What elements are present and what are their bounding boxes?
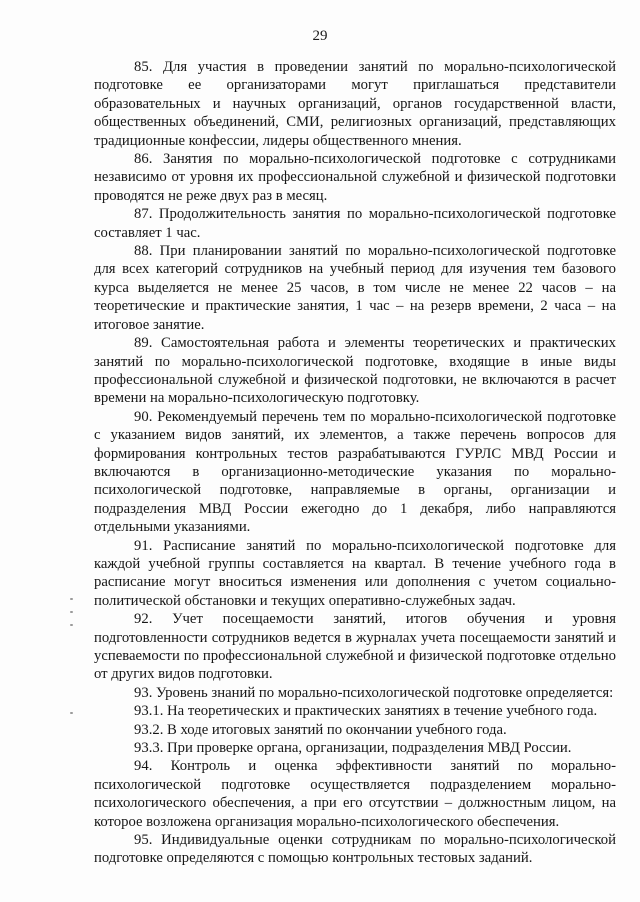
paragraph-89: 89. Самостоятельная работа и элементы теоретических и практических занятий по морально-психологической подготовке, входящие в иные виды профессиональной служебной и физической подготовки, не включаются в расчет времени на морально-психологическую подготовку. <box>94 335 616 407</box>
paragraph-90: 90. Рекомендуемый перечень тем по морально-психологической подготовке с указанием видов занятий, их элементов, а также перечень вопросов для формирования контрольных тестов разрабатываются ГУРЛС МВД России и включаются в организационно-методические указания по морально-психологической подготовке, направляемые в органы, организации и подразделения МВД России ежегодно до 1 декабря, либо направляются отдельными указаниями. <box>94 408 616 536</box>
scan-speck <box>70 598 73 600</box>
paragraph-87: 87. Продолжительность занятия по морально-психологической подготовке составляет 1 час. <box>94 206 616 241</box>
scan-speck <box>70 611 73 613</box>
paragraph-91: 91. Расписание занятий по морально-психологической подготовке для каждой учебной группы составляется на квартал. В течение учебного года в расписание могут вноситься изменения или дополнения с учетом социально-политической обстановки и текущих оперативно-служебных задач. <box>94 537 616 609</box>
paragraph-92: 92. Учет посещаемости занятий, итогов обучения и уровня подготовленности сотрудников ведется в журналах учета посещаемости занятий и успеваемости по профессиональной служебной и физической подготовке отдельно от других видов подготовки. <box>94 611 616 683</box>
body-text <box>94 58 616 868</box>
paragraph-93-3: 93.3. При проверке органа, организации, подразделения МВД России. <box>134 740 572 757</box>
paragraph-93-1: 93.1. На теоретических и практических занятиях в течение учебного года. <box>134 703 598 720</box>
scan-speck <box>70 624 73 626</box>
page-number: 29 <box>312 28 328 44</box>
paragraph-85: 85. Для участия в проведении занятий по морально-психологической подготовке ее организаторами могут приглашаться представители образовательных и научных организаций, органов государственной власти, общественных объединений, СМИ, религиозных организаций, представляющих традиционные конфессии, лидеры общественного мнения. <box>94 59 616 149</box>
scan-speck <box>70 712 73 714</box>
paragraph-88: 88. При планировании занятий по морально-психологической подготовке для всех категорий сотрудников на учебный период для изучения тем базового курса выделяется не менее 25 часов, в том числе не менее 22 часов – на теоретические и практические занятия, 1 час – на резерв времени, 2 часа – на итоговое занятие. <box>94 243 616 333</box>
paragraph-86: 86. Занятия по морально-психологической подготовке с сотрудниками независимо от уровня их профессиональной служебной и физической подготовки проводятся не реже двух раз в месяц. <box>94 151 616 204</box>
paragraph-93-2: 93.2. В ходе итоговых занятий по окончании учебного года. <box>134 721 507 738</box>
paragraph-94: 94. Контроль и оценка эффективности занятий по морально-психологической подготовке осуществляется подразделением морально-психологического обеспечения, а при его отсутствии – должностным лицом, на которое возложена организация морально-психологического обеспечения. <box>94 758 616 830</box>
paragraph-95: 95. Индивидуальные оценки сотрудникам по морально-психологической подготовке определяются с помощью контрольных тестовых заданий. <box>94 832 616 867</box>
paragraph-93: 93. Уровень знаний по морально-психологической подготовке определяется: <box>134 684 614 701</box>
